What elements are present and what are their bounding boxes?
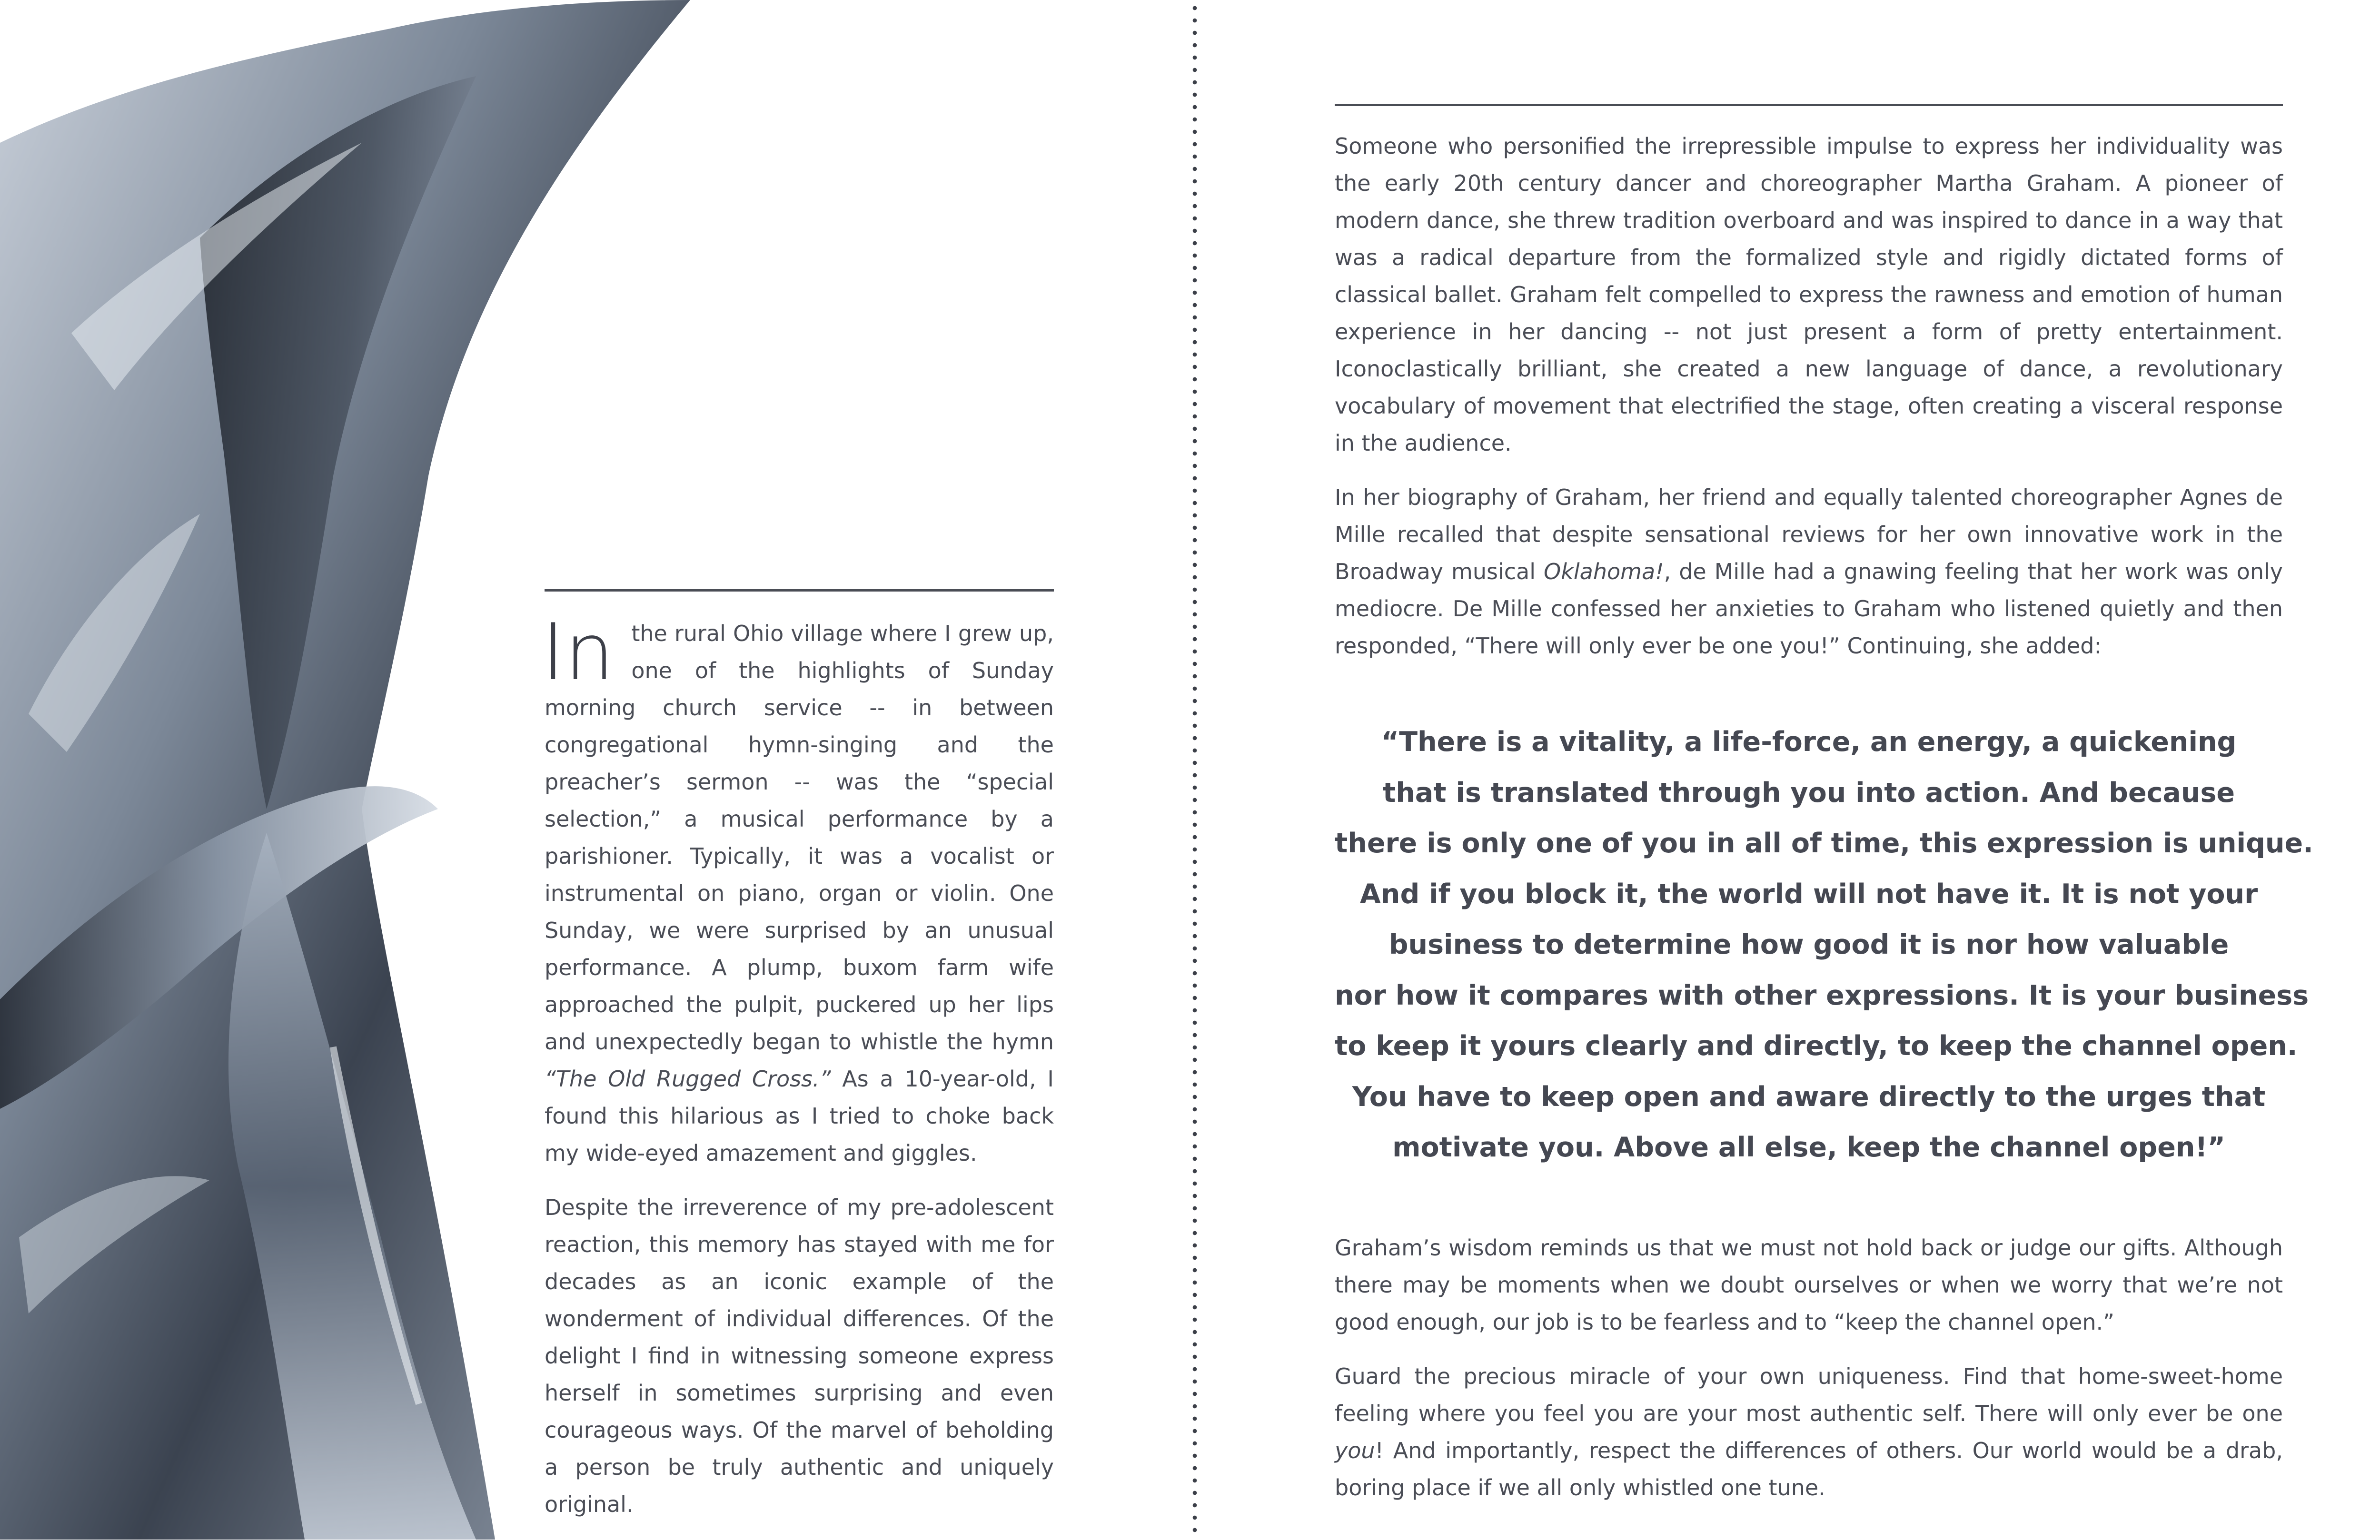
right-paragraph-4 [1335,1358,2283,1506]
quote-line: motivate you. Above all else, keep the channel open!” [1392,1132,2225,1163]
quote-line: to keep it yours clearly and directly, to keep the channel open. [1335,1030,2298,1062]
drop-cap: In [542,607,615,698]
right-paragraph-4-text-b: ! And importantly, respect the differences of others. Our world would be a drab, boring place if we all only whistled one tune. [1335,1437,2283,1501]
musical-title: Oklahoma! [1544,559,1664,584]
right-paragraph-2 [1335,479,2283,664]
right-paragraph-1: Someone who personified the irrepressible impulse to express her individuality was the early 20th century dancer and choreographer Martha Graham. A pioneer of modern dance, she threw tradition overboard and was inspired to dance in a way that was a radical departure from the formalized style and rigidly dictated forms of classical ballet. Graham felt compelled to express the rawness and emotion of human experience in her dancing -- not just present a form of pretty entertainment. Iconoclastically brilliant, she created a new language of dance, a revolutionary vocabulary of movement that electrified the stage, often creating a visceral response in the audience. [1335,133,2283,456]
left-paragraph-1-text-a: the rural Ohio village where I grew up, one of the highlights of Sunday morning church service -- in between congregational hymn-singing and the preacher’s sermon -- was the “special selection,” a musical performance by a parishioner. Typically, it was a vocalist or instrumental on piano, organ or violin. One Sunday, we were surprised by an unusual performance. A plump, buxom farm wife approached the pulpit, puckered up her lips and unexpectedly began to whistle the hymn [545,621,1054,1055]
quote-line: business to determine how good it is nor how valuable [1388,929,2229,960]
dotted-center-divider [1192,0,1198,1540]
hymn-title: “The Old Rugged Cross.” [545,1066,831,1092]
quote-line: nor how it compares with other expressions. It is your business [1335,979,2309,1011]
left-text-column [542,607,1054,1540]
left-column-rule [545,589,1054,592]
right-text-column [1335,128,2313,1523]
right-paragraph-2-text-a: In her biography of Graham, her friend and equally talented choreographer Agnes de Mille recalled that despite sensational reviews for her own innovative work in the Broadway musical [1335,484,2283,584]
right-column-rule [1335,104,2283,106]
quote-line: there is only one of you in all of time, this expression is unique. [1335,828,2313,859]
emphasis-you: you [1335,1437,1375,1463]
quote-line: “There is a vitality, a life-force, an energy, a quickening [1381,726,2237,758]
right-paragraph-3: Graham’s wisdom reminds us that we must not hold back or judge our gifts. Although there may be moments when we doubt ourselves or when we worry that we’re not good enough, our job is to be fearless and to “keep the channel open.” [1335,1234,2283,1335]
right-paragraph-4-text-a: Guard the precious miracle of your own uniqueness. Find that home-sweet-home feeling where you feel you are your most authentic self. There will only ever be one [1335,1363,2283,1426]
quote-line: And if you block it, the world will not have it. It is not your [1359,878,2258,910]
left-paragraph-1-text-b: As a 10-year-old, I found this hilarious as I tried to choke back my wide-eyed amazement and giggles. [545,1066,1054,1166]
quote-line: that is translated through you into action. And because [1382,777,2235,809]
quote-line: You have to keep open and aware directly to the urges that [1352,1081,2266,1113]
left-paragraph-1 [542,607,1054,1172]
graham-quote [1335,717,2313,1173]
left-paragraph-2: Despite the irreverence of my pre-adolescent reaction, this memory has stayed with me for decades as an iconic example of the wonderment of individual differences. Of the delight I find in witnessing someone express herself in sometimes surprising and even courageous ways. Of the marvel of beholding a person be truly authentic and uniquely original. [545,1194,1054,1517]
right-paragraph-2-text-b: , de Mille had a gnawing feeling that her work was only mediocre. De Mille confessed her anxieties to Graham who listened quietly and then responded, “There will only ever be one you!” Continuing, she added: [1335,559,2283,659]
